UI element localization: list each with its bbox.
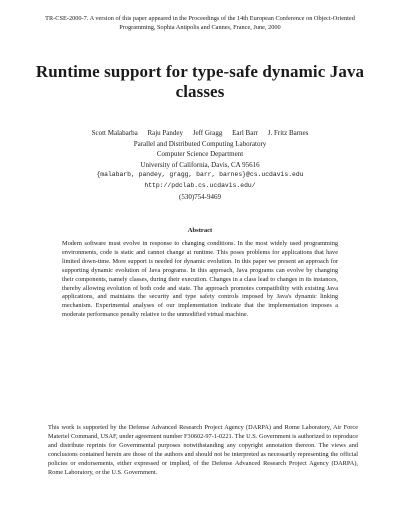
author-name: Raju Pandey (147, 129, 184, 137)
university-address: University of California, Davis, CA 95616 (140, 160, 260, 169)
abstract-text: Modern software must evolve in response to changing conditions. In the most widely used programming environments, code is static and cannot change at runtime. This poses problems for applications that have limited down-time. More support is needed for dynamic evolution. In this paper we present an approach for supporting dynamic evolution of Java programs. In this approach, Java programs can evolve by changing their components, namely classes, during their execution. Changes in a class lead to changes in its instances, thereby allowing evolution of both code and state. The approach promotes compatibility with existing Java applications, and maintains the security and type safety controls imposed by Java's dynamic linking mechanism. Experimental analyses of our implementation indicate that the implementation imposes a moderate performance penalty relative to the unmodified virtual machine. (62, 240, 338, 319)
author-name: J. Fritz Barnes (267, 129, 309, 137)
lab-url: http://pdclab.cs.ucdavis.edu/ (144, 181, 256, 189)
funding-footnote: This work is supported by the Defense Advanced Research Project Agency (DARPA) and Rome Laboratory, Air Force Materiel Command, USAF, under agreement number F30602-97-1-0221. The U.S. Government is authorized to reproduce and distribute reprints for Governmental purposes notwithstanding any copyright annotation thereon. The views and conclusions contained herein are those of the authors and should not be interpreted as necessarily representing the official policies or endorsements, either expressed or implied, of the Defense Advanced Research Project Agency (DARPA), Rome Laboratory, or the U.S. Government. (48, 424, 358, 477)
publication-note: TR-CSE-2000-7. A version of this paper appeared in the Proceedings of the 14th European Conference on Object-Oriented Programming, Sophia Antipolis and Cannes, France, June, 2000 (45, 15, 355, 31)
author-names (20, 128, 380, 139)
phone-number: (530)754-9469 (179, 192, 221, 201)
paper-title: Runtime support for type-safe dynamic Java classes (35, 62, 365, 101)
author-name: Scott Malabarba (91, 129, 138, 137)
author-name: Jeff Gragg (192, 129, 223, 137)
abstract-heading: Abstract (187, 227, 213, 234)
department-name: Computer Science Department (156, 150, 244, 159)
author-name: Earl Barr (232, 129, 258, 137)
author-block (20, 128, 380, 202)
author-emails: {malabarb, pandey, gragg, barr, barnes}@cs.ucdavis.edu (96, 171, 304, 179)
lab-name: Parallel and Distributed Computing Laboratory (133, 139, 267, 148)
